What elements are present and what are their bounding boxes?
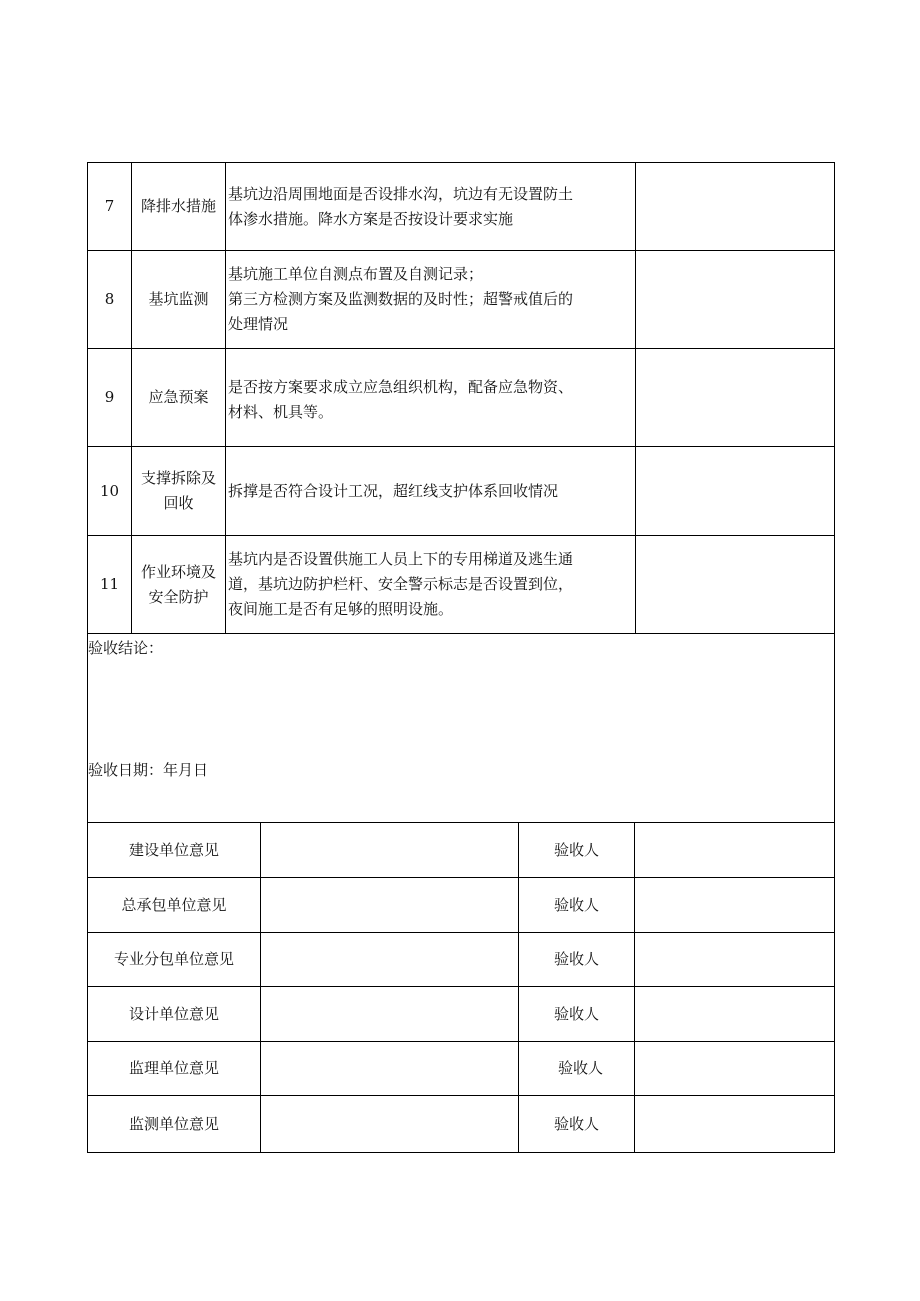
signer-label: 验收人	[519, 878, 635, 933]
check-item-content: 基坑施工单位自测点布置及自测记录； 第三方检测方案及监测数据的及时性；超警戒值后的 处理情况	[226, 251, 636, 349]
acceptance-form	[87, 162, 834, 1153]
signer-label: 验收人	[519, 1042, 635, 1096]
opinion-row	[88, 933, 835, 987]
check-result-cell[interactable]	[636, 536, 835, 634]
check-row	[88, 447, 835, 536]
opinion-input-cell[interactable]	[261, 933, 519, 987]
opinion-row	[88, 1042, 835, 1096]
opinion-input-cell[interactable]	[261, 823, 519, 878]
row-number: 9	[88, 349, 132, 447]
signer-label: 验收人	[519, 823, 635, 878]
acceptance-date-label: 验收日期：年月日	[88, 761, 209, 779]
check-row	[88, 536, 835, 634]
opinion-input-cell[interactable]	[261, 987, 519, 1042]
opinion-unit-label: 监测单位意见	[88, 1096, 261, 1153]
opinion-row	[88, 823, 835, 878]
check-result-cell[interactable]	[636, 251, 835, 349]
conclusion-row	[88, 634, 835, 823]
check-row	[88, 349, 835, 447]
signer-input-cell[interactable]	[635, 1096, 835, 1153]
check-item-name: 降排水措施	[132, 163, 226, 251]
check-result-cell[interactable]	[636, 349, 835, 447]
check-result-cell[interactable]	[636, 447, 835, 536]
opinion-row	[88, 1096, 835, 1153]
opinion-input-cell[interactable]	[261, 1096, 519, 1153]
signer-input-cell[interactable]	[635, 987, 835, 1042]
check-item-content: 基坑内是否设置供施工人员上下的专用梯道及逃生通 道，基坑边防护栏杆、安全警示标志是否设置到位， 夜间施工是否有足够的照明设施。	[226, 536, 636, 634]
signer-input-cell[interactable]	[635, 823, 835, 878]
check-item-content: 是否按方案要求成立应急组织机构，配备应急物资、 材料、机具等。	[226, 349, 636, 447]
row-number: 10	[88, 447, 132, 536]
check-items-table	[87, 162, 835, 823]
conclusion-cell[interactable]	[88, 634, 835, 823]
check-result-cell[interactable]	[636, 163, 835, 251]
row-number: 11	[88, 536, 132, 634]
signer-input-cell[interactable]	[635, 878, 835, 933]
check-item-name: 作业环境及 安全防护	[132, 536, 226, 634]
check-row	[88, 251, 835, 349]
check-item-name: 支撑拆除及 回收	[132, 447, 226, 536]
row-number: 7	[88, 163, 132, 251]
check-item-name: 基坑监测	[132, 251, 226, 349]
check-item-content: 拆撑是否符合设计工况，超红线支护体系回收情况	[226, 447, 636, 536]
check-item-content: 基坑边沿周围地面是否设排水沟，坑边有无设置防土 体渗水措施。降水方案是否按设计要求实施	[226, 163, 636, 251]
opinion-input-cell[interactable]	[261, 1042, 519, 1096]
opinions-table	[87, 822, 835, 1153]
opinion-row	[88, 878, 835, 933]
check-row	[88, 163, 835, 251]
opinion-unit-label: 总承包单位意见	[88, 878, 261, 933]
signer-label: 验收人	[519, 1096, 635, 1153]
opinion-unit-label: 设计单位意见	[88, 987, 261, 1042]
signer-input-cell[interactable]	[635, 1042, 835, 1096]
check-item-name: 应急预案	[132, 349, 226, 447]
conclusion-label: 验收结论：	[88, 639, 164, 657]
opinion-input-cell[interactable]	[261, 878, 519, 933]
row-number: 8	[88, 251, 132, 349]
opinion-unit-label: 建设单位意见	[88, 823, 261, 878]
opinion-unit-label: 专业分包单位意见	[88, 933, 261, 987]
signer-label: 验收人	[519, 987, 635, 1042]
opinion-row	[88, 987, 835, 1042]
signer-input-cell[interactable]	[635, 933, 835, 987]
signer-label: 验收人	[519, 933, 635, 987]
opinion-unit-label: 监理单位意见	[88, 1042, 261, 1096]
